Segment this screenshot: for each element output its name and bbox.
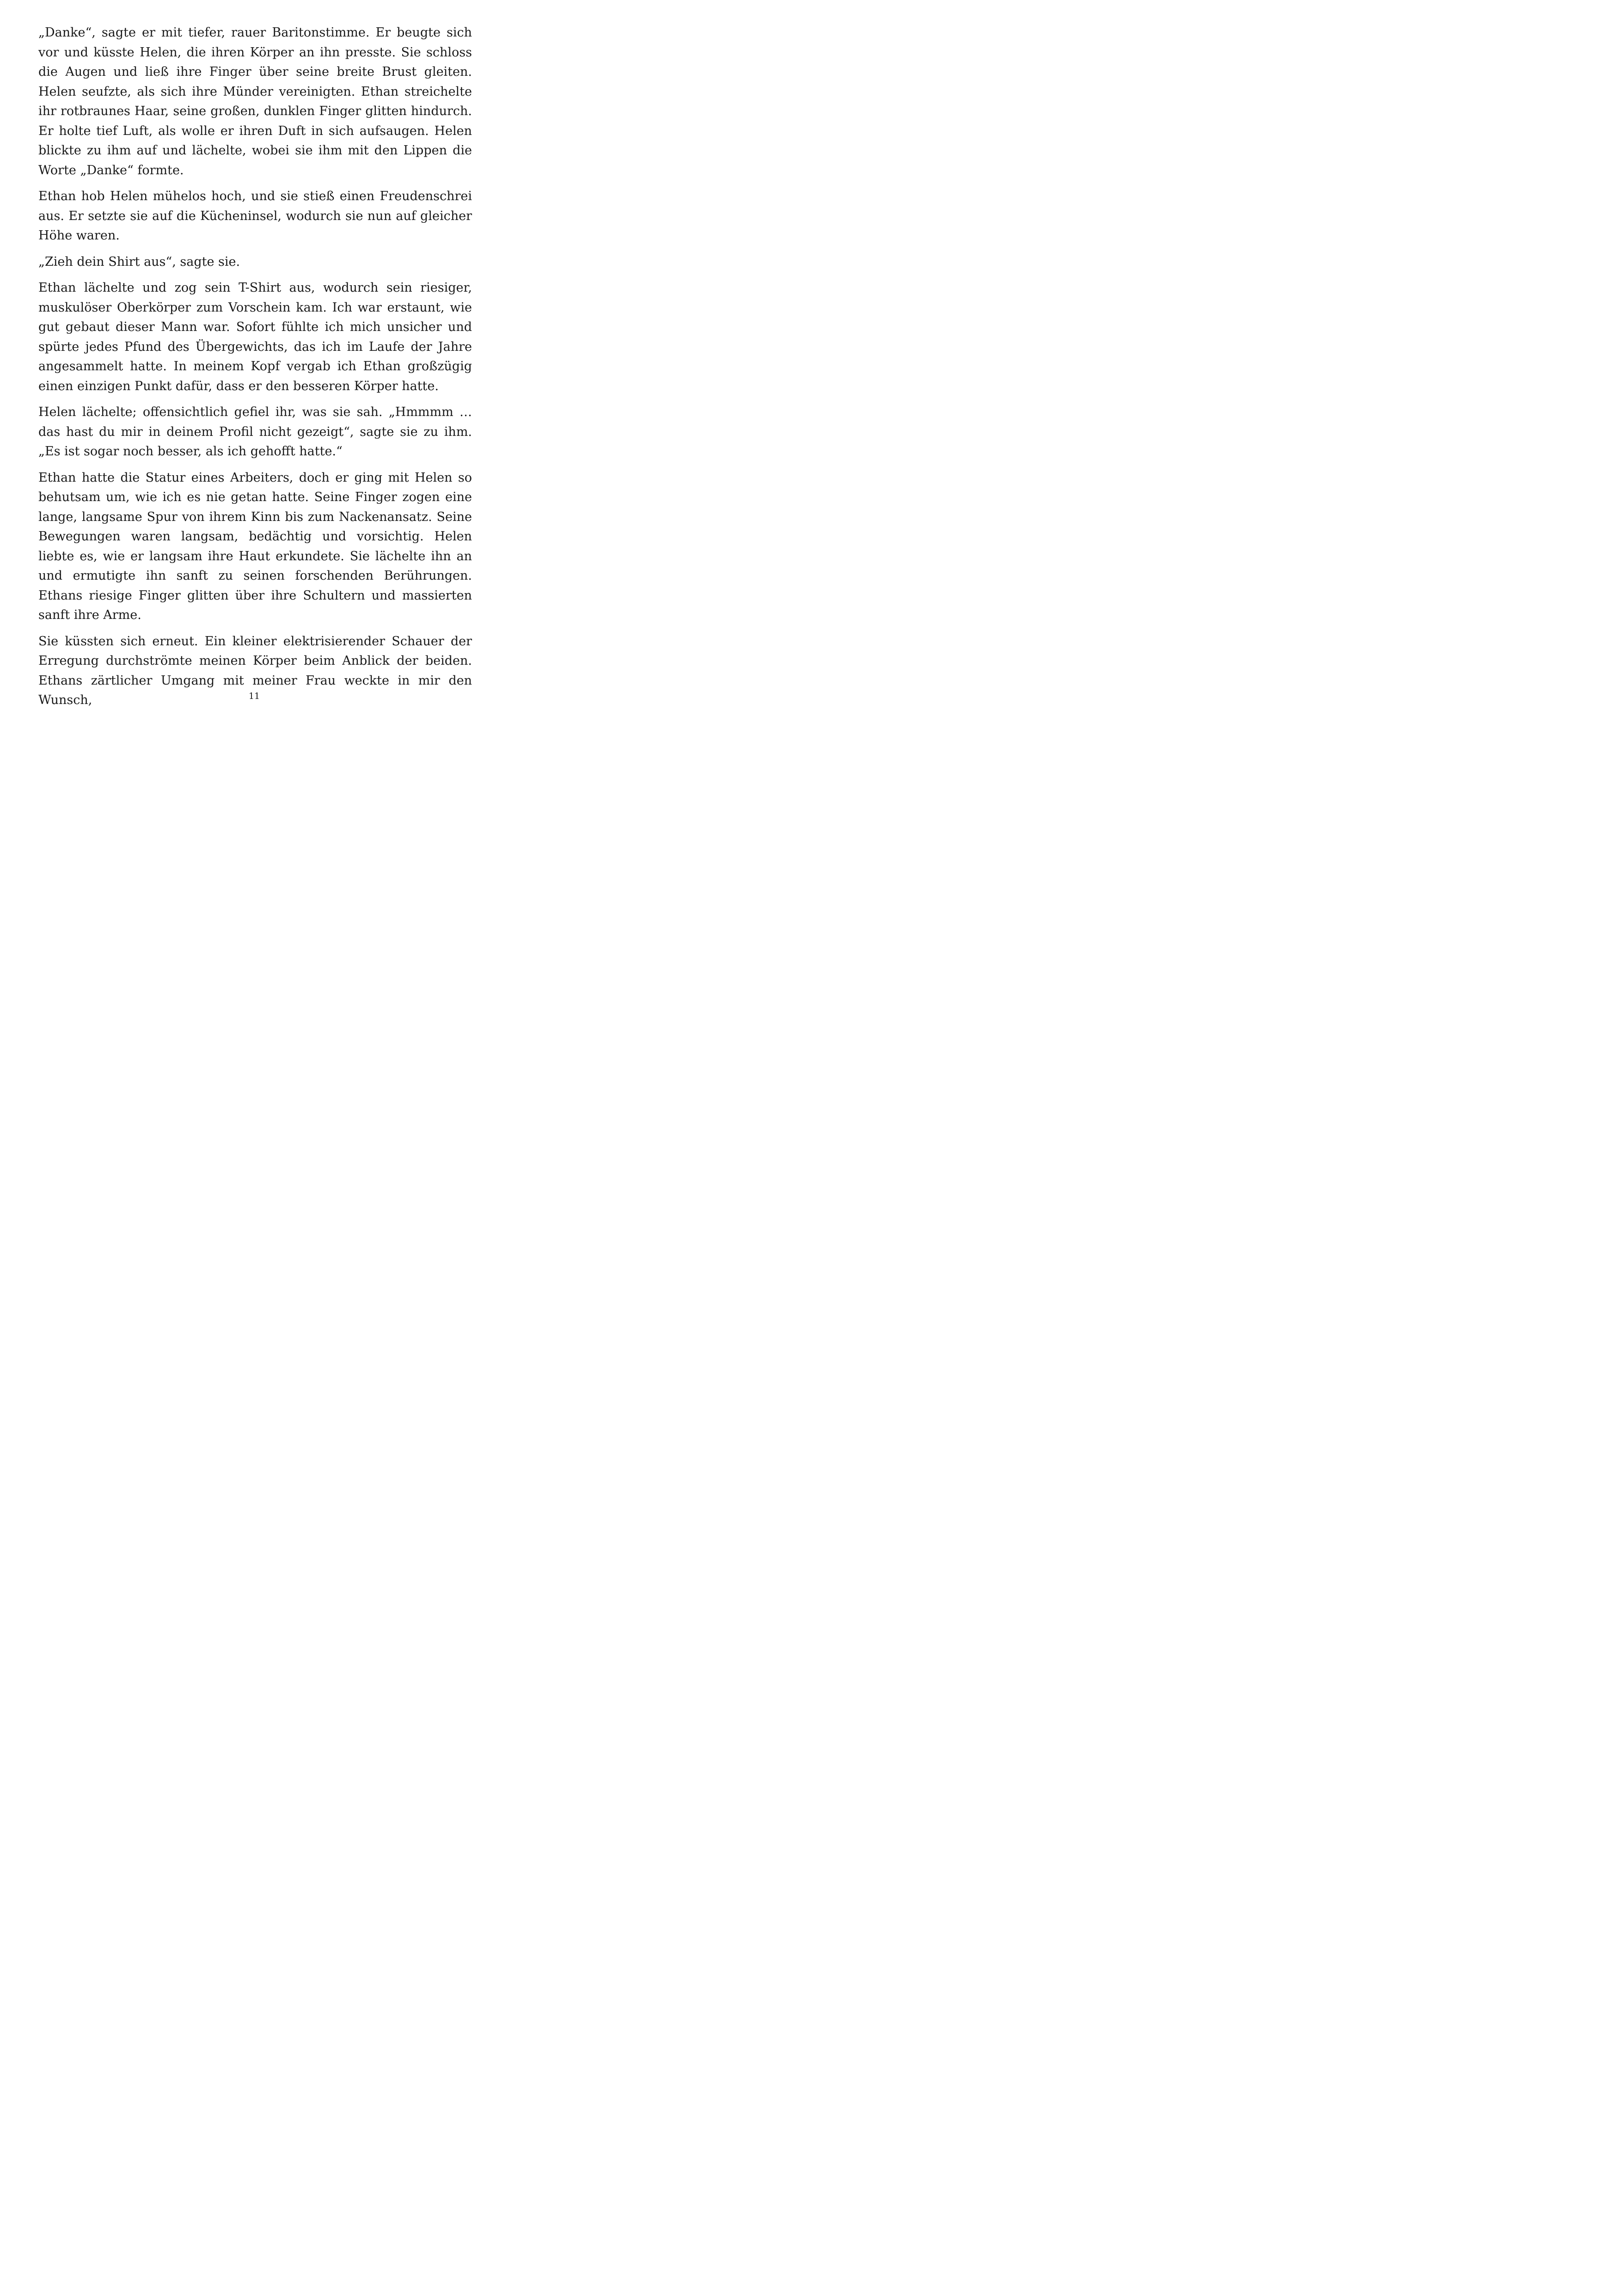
paragraph-7: Sie küssten sich erneut. Ein kleiner elektrisierender Schauer der Erregung durchströmte meinen Körper beim Anblick der beiden. Ethans zärtlicher Umgang mit meiner Frau weckte in mir den Wunsch, <box>38 634 472 707</box>
paragraph-5: Helen lächelte; offensichtlich gefiel ihr, was sie sah. „Hmmmm … das hast du mir in deinem Profil nicht gezeigt“, sagte sie zu ihm. „Es ist sogar noch besser, als ich gehofft hatte.“ <box>38 405 472 459</box>
paragraph-3: „Zieh dein Shirt aus“, sagte sie. <box>38 254 240 269</box>
document-page <box>0 0 509 722</box>
paragraph-4: Ethan lächelte und zog sein T-Shirt aus, wodurch sein riesiger, muskulöser Oberkörper zum Vorschein kam. Ich war erstaunt, wie gut gebaut dieser Mann war. Sofort fühlte ich mich unsicher und spürte jedes Pfund des Übergewichts, das ich im Laufe der Jahre angesammelt hatte. In meinem Kopf vergab ich Ethan großzügig einen einzigen Punkt dafür, dass er den besseren Körper hatte. <box>38 281 472 393</box>
paragraph-1: „Danke“, sagte er mit tiefer, rauer Baritonstimme. Er beugte sich vor und küsste Helen, die ihren Körper an ihn presste. Sie schloss die Augen und ließ ihre Finger über seine breite Brust gleiten. Helen seufzte, als sich ihre Münder vereinigten. Ethan streichelte ihr rotbraunes Haar, seine großen, dunklen Finger glitten hindurch. Er holte tief Luft, als wolle er ihren Duft in sich aufsaugen. Helen blickte zu ihm auf und lächelte, wobei sie ihm mit den Lippen die Worte „Danke“ formte. <box>38 25 472 178</box>
paragraph-6: Ethan hatte die Statur eines Arbeiters, doch er ging mit Helen so behutsam um, wie ich es nie getan hatte. Seine Finger zogen eine lange, langsame Spur von ihrem Kinn bis zum Nackenansatz. Seine Bewegungen waren langsam, bedächtig und vorsichtig. Helen liebte es, wie er langsam ihre Haut erkundete. Sie lächelte ihn an und ermutigte ihn sanft zu seinen forschenden Berührungen. Ethans riesige Finger glitten über ihre Schultern und massierten sanft ihre Arme. <box>38 470 472 622</box>
page-number: 11 <box>248 691 260 701</box>
paragraph-2: Ethan hob Helen mühelos hoch, und sie stieß einen Freudenschrei aus. Er setzte sie auf die Kücheninsel, wodurch sie nun auf gleicher Höhe waren. <box>38 189 472 243</box>
body-text <box>38 23 472 717</box>
